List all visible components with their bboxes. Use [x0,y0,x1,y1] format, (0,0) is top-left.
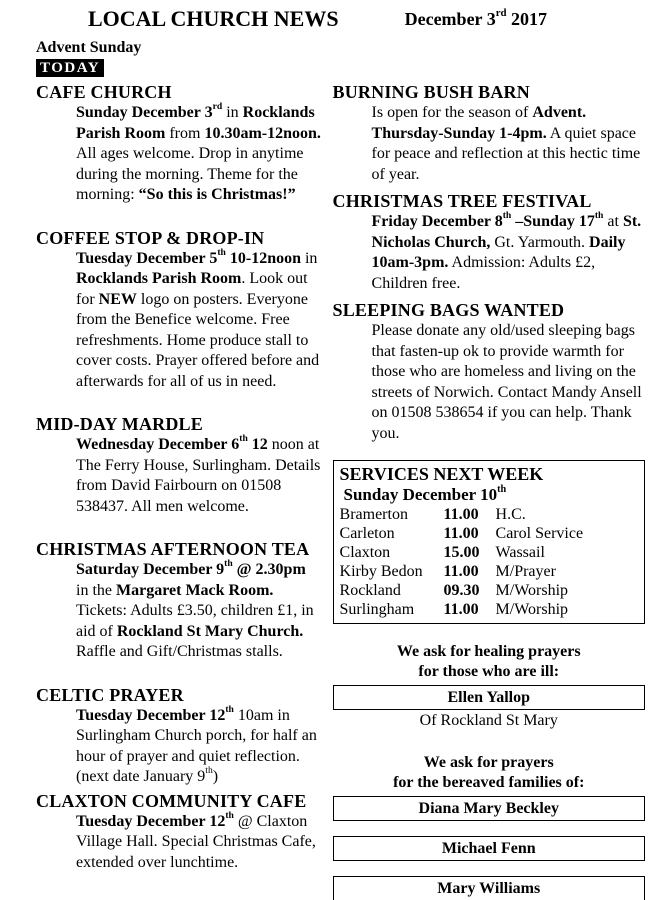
page-title: LOCAL CHURCH NEWS [88,6,339,31]
service-place: Bramerton [339,506,408,523]
header [36,6,645,32]
page-date [405,9,547,30]
text-run: Gt. Yarmouth. [490,233,590,251]
healing-heading-line1: We ask for healing prayers [396,643,581,660]
services-title: SERVICES NEXT WEEK [339,464,544,484]
section-body [76,560,322,663]
services-box [333,460,645,624]
text-run: th [224,558,233,570]
text-run: in [300,249,318,267]
news-section [333,191,645,294]
text-run: Daily 10am-3pm. [371,233,626,271]
service-time: 11.00 [443,601,479,618]
text-run: from [165,124,205,142]
text-run: Tuesday December 12 [76,812,226,830]
service-place: Surlingham [339,601,415,618]
service-place: Kirby Bedon [339,563,423,580]
text-run: th [225,809,234,821]
healing-names [333,685,645,710]
text-run: th [217,246,226,258]
news-section [333,82,645,185]
section-heading: CELTIC PRAYER [36,684,184,705]
text-run: th [205,765,213,777]
text-run: Margaret Mack Room. [116,581,274,599]
news-section [36,791,322,874]
healing-note: Of Rockland St Mary [419,712,558,729]
section-heading: CHRISTMAS AFTERNOON TEA [36,539,310,559]
service-row [340,581,638,600]
healing-heading-line2: for those who are ill: [418,663,560,680]
news-section [333,300,645,444]
text-run: –Sunday 17 [511,213,595,230]
service-row [340,505,638,524]
today-badge: TODAY [36,59,104,77]
section-body [76,435,322,517]
section-body [372,321,645,444]
text-run: 12 [247,436,268,453]
prayer-name-box: Diana Mary Beckley [333,796,645,821]
section-body [76,246,322,393]
bereaved-heading-line1: We ask for prayers [423,754,554,771]
text-run: Advent. Thursday-Sunday 1-4pm. [371,104,587,142]
text-run: logo on posters. Everyone from the Benefice welcome. Free refreshments. Home produce stall to cover costs. Prayer offered before and afterwards for all of us in need. [76,290,320,390]
right-column [333,82,645,900]
text-run: December 3 [404,9,496,29]
section-body [372,103,645,185]
text-run: th [225,703,234,715]
text-run: in [222,104,243,121]
services-subtitle [340,485,638,505]
text-run: at [603,213,623,230]
service-row [340,562,638,581]
prayer-name-box: Mary Williams [333,876,645,900]
service-name: Wassail [495,544,545,561]
text-run: rd [495,7,507,20]
service-name: M/Worship [495,582,569,599]
text-run: 2017 [506,9,548,29]
text-run: @ 2.30pm [232,561,306,578]
section-body [76,703,322,788]
text-run: th [497,483,507,495]
bereaved-names [333,796,645,900]
section-heading: MID-DAY MARDLE [36,414,203,434]
section-heading: CAFE CHURCH [36,82,172,102]
service-time: 09.30 [443,582,480,599]
prayer-name-box: Ellen Yallop [333,685,645,710]
section-heading: SLEEPING BAGS WANTED [332,300,565,320]
section-heading: CLAXTON COMMUNITY CAFE [36,790,307,811]
service-name: H.C. [495,506,526,523]
text-run: th [239,433,248,445]
news-section [36,82,322,206]
news-section [36,539,322,663]
section-body [372,212,645,294]
text-run: NEW [98,290,137,308]
service-row [340,524,638,543]
section-body [76,809,322,874]
text-run: Wednesday December 6 [76,436,240,453]
prayer-name-box: Michael Fenn [333,836,645,861]
text-run: @ Claxton Village Hall. Special Christmas Cafe, extended over lunchtime. [76,812,316,871]
service-time: 11.00 [443,563,479,580]
badge-row [36,59,645,77]
text-run: in the [76,581,116,599]
text-run: Saturday December 9 [76,561,225,578]
text-run: Rocklands Parish Room [76,270,242,287]
left-column [36,82,322,900]
service-name: M/Prayer [495,563,556,580]
text-run: noon at The Ferry House, Surlingham. Details from David Fairbourn on 01508 538437. All men welcome. [76,436,321,515]
service-time: 15.00 [443,544,480,561]
section-heading: CHRISTMAS TREE FESTIVAL [332,191,592,211]
service-time: 11.00 [443,506,479,523]
text-run: rd [212,101,223,113]
bereaved-prayers-block [333,753,645,900]
right-column-sections [333,82,645,444]
text-run: Friday December 8 [371,213,503,230]
section-heading: BURNING BUSH BARN [332,82,530,102]
text-run: Is open for the season of [371,104,533,121]
bereaved-heading-line2: for the bereaved families of: [393,774,585,791]
text-run: Sunday December 10 [343,485,498,504]
text-run: A quiet space for peace and reflection at this hectic time of year. [371,124,641,183]
text-run: Rocklands Parish Room [76,104,315,142]
section-body [76,103,322,206]
text-run: th [502,210,512,222]
news-section [36,685,322,788]
columns [36,82,645,900]
service-place: Rockland [339,582,401,599]
service-place: Carleton [339,525,395,542]
text-run: Tuesday December 12 [76,706,226,724]
text-run: Please donate any old/used sleeping bags that fasten-up ok to provide warmth for those who are homeless and living on the streets of Norwich. Contact Mandy Ansell on 01508 538654 if you can help. Thank you. [371,322,642,442]
subtitle-advent-sunday: Advent Sunday [36,39,142,56]
text-run: Tickets: Adults £3.50, children £1, in aid of [76,602,314,640]
service-row [340,600,638,619]
text-run: Raffle and Gift/Christmas stalls. [76,643,283,660]
service-name: Carol Service [495,525,584,542]
healing-prayers-block [333,642,645,731]
news-section [36,414,322,517]
text-run: th [594,210,604,222]
text-run: St. Nicholas Church, [371,213,642,251]
text-run: Admission: Adults £2, Children free. [371,254,596,292]
text-run: 10am in Surlingham Church porch, for half an hour of prayer and quiet reflection. (next date January 9 [76,706,317,785]
text-run: ) [212,768,219,785]
text-run: Tuesday December 5 [76,249,218,267]
services-rows [340,505,638,619]
text-run: 10-12noon [225,249,301,267]
text-run: All ages welcome. Drop in anytime during the morning. Theme for the morning: [76,145,304,203]
text-run: Rockland St Mary Church. [116,622,304,640]
service-place: Claxton [339,544,391,561]
service-row [340,543,638,562]
section-heading: COFFEE STOP & DROP-IN [36,227,265,248]
text-run: . Look out for [76,270,308,308]
service-time: 11.00 [443,525,479,542]
text-run: 10.30am-12noon. [204,124,321,142]
text-run: “So this is Christmas!” [138,186,296,203]
news-section [36,228,322,393]
service-name: M/Worship [495,601,569,618]
text-run: Sunday December 3 [76,104,213,121]
